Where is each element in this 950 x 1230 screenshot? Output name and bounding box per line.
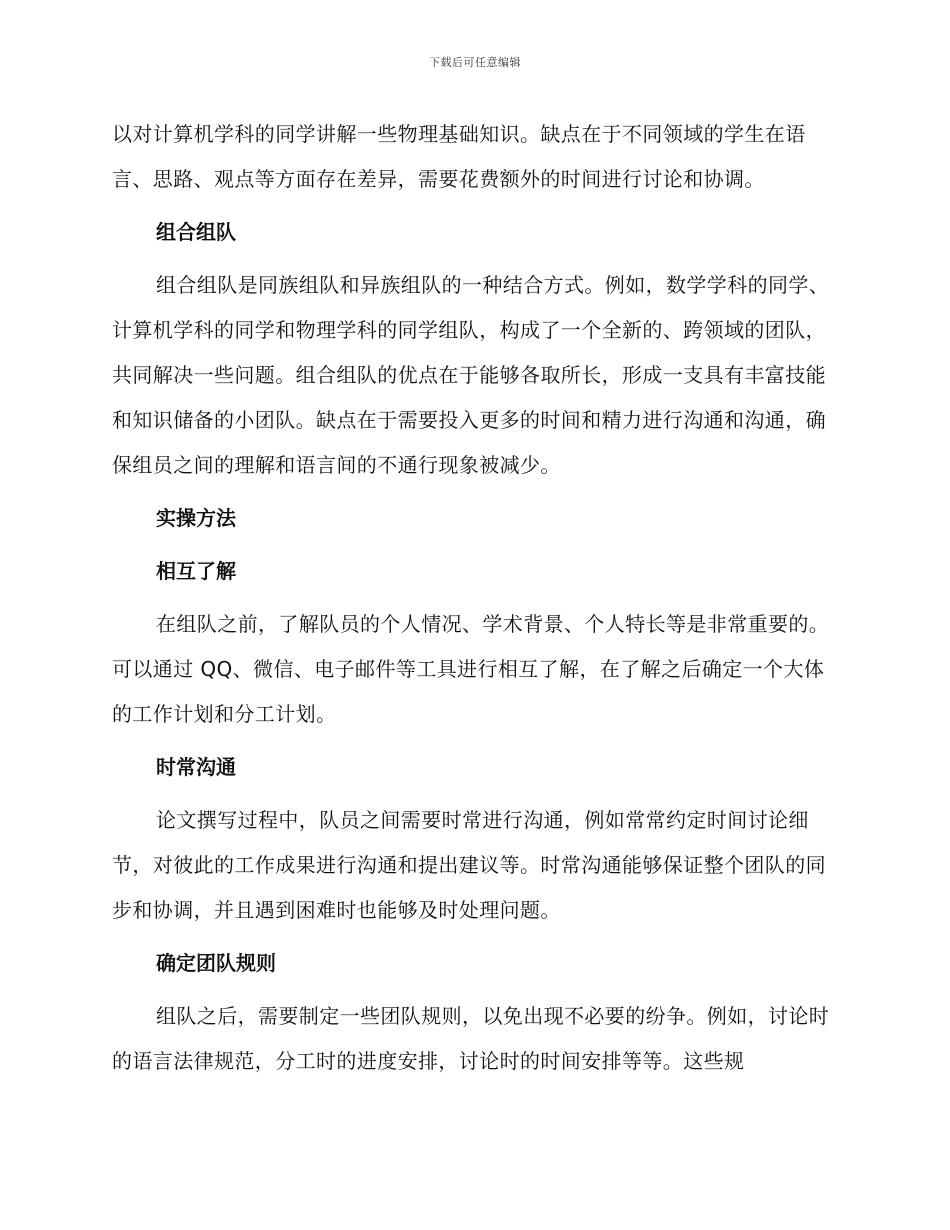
heading-regular-communication: 时常沟通 — [156, 755, 236, 779]
paragraph-regular-communication: 论文撰写过程中，队员之间需要时常进行沟通，例如常常约定时间讨论细节，对彼此的工作成果进行沟通和提出建议等。时常沟通能够保证整个团队的同步和协调，并且遇到困难时也能够及时处理问题。 — [112, 808, 826, 922]
heading-practical-methods: 实操方法 — [156, 506, 236, 530]
paragraph-mutual-understanding: 在组队之前，了解队员的个人情况、学术背景、个人特长等是非常重要的。可以通过 QQ、微信、电子邮件等工具进行相互了解，在了解之后确定一个大体的工作计划和分工计划。 — [112, 612, 830, 726]
page-header: 下载后可任意编辑 — [429, 56, 521, 69]
paragraph-continuation: 以对计算机学科的同学讲解一些物理基础知识。缺点在于不同领域的学生在语言、思路、观点等方面存在差异，需要花费额外的时间进行讨论和协调。 — [112, 122, 806, 191]
heading-combined-team: 组合组队 — [156, 220, 236, 244]
heading-team-rules: 确定团队规则 — [156, 951, 276, 975]
document-body — [112, 112, 830, 1084]
paragraph-team-rules: 组队之后，需要制定一些团队规则，以免出现不必要的纷争。例如，讨论时的语言法律规范，分工时的进度安排，讨论时的时间安排等等。这些规 — [112, 1004, 830, 1073]
heading-mutual-understanding: 相互了解 — [156, 559, 236, 583]
paragraph-combined-team: 组合组队是同族组队和异族组队的一种结合方式。例如，数学学科的同学、计算机学科的同学和物理学科的同学组队，构成了一个全新的、跨领域的团队，共同解决一些问题。组合组队的优点在于能够各取所长，形成一支具有丰富技能和知识储备的小团队。缺点在于需要投入更多的时间和精力进行沟通和沟通，确保组员之间的理解和语言间的不通行现象被减少。 — [112, 273, 830, 477]
